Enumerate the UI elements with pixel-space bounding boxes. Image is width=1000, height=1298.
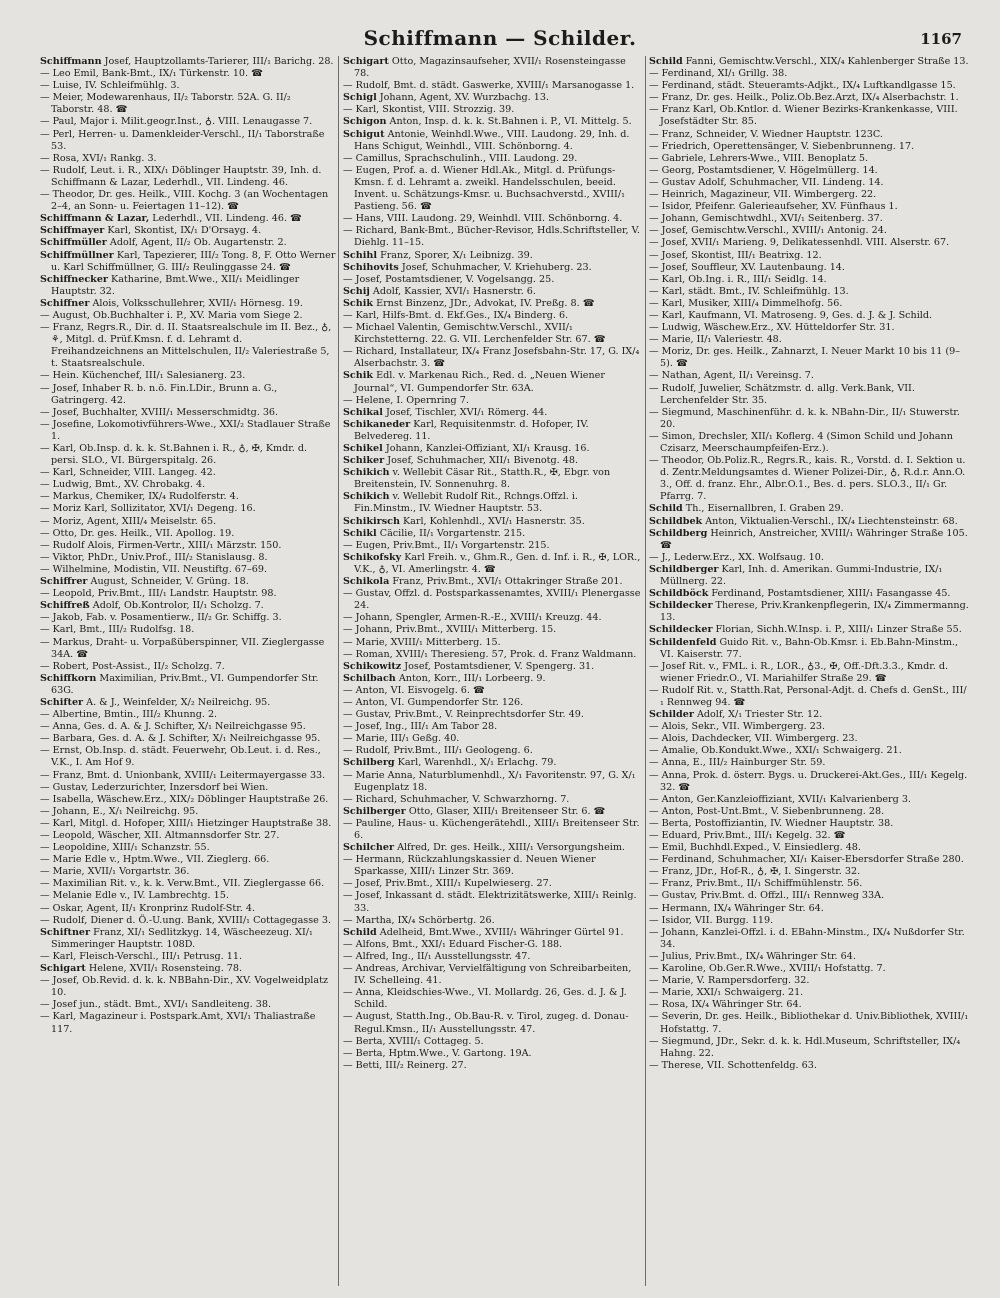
directory-entry: — Karl, Magazineur i. Postspark.Amt, XVI/₁ Thaliastraße 117. <box>40 1011 316 1035</box>
directory-entry: — August, Statth.Ing., Ob.Bau-R. v. Tirol, zugeg. d. Donau-Regul.Kmsn., II/₁ Ausstellungsstr. 47. <box>343 1011 629 1035</box>
entry-surname: Schihl <box>343 249 378 261</box>
directory-entry: — Marie, III/₁ Geßg. 40. <box>343 733 460 745</box>
entry-surname: Schild <box>649 56 683 67</box>
directory-entry: Schij Adolf, Kassier, XVI/₁ Hasnerstr. 6. <box>343 285 536 297</box>
directory-entry: — Karl, Ob.Insp. d. k. k. St.Bahnen i. R., ♁, ✠, Kmdr. d. persi. SLO., VI. Bürgerspitalg. 26. <box>40 443 308 467</box>
directory-entry: — Viktor, PhDr., Univ.Prof., III/₂ Stanislausg. 8. <box>40 551 268 563</box>
page-title: Schiffmann — Schilder. <box>363 26 637 50</box>
directory-entry: — Albertine, Bmtin., III/₂ Khunng. 2. <box>40 709 218 721</box>
directory-entry: — Josef, Ob.Revid. d. k. k. NBBahn-Dir., XV. Vogelweidplatz 10. <box>40 975 329 999</box>
entry-surname: Schikola <box>343 576 390 588</box>
directory-entry: — August, Ob.Buchhalter i. P., XV. Maria vom Siege 2. <box>40 309 303 321</box>
directory-entry: — Georg, Postamtsdiener, V. Högelmüllerg. 14. <box>649 164 878 176</box>
directory-entry: — Franz, Priv.Bmt., II/₁ Schiffmühlenstr. 56. <box>649 878 863 890</box>
directory-entry: — Johann, Kanzlei-Offzl. i. d. EBahn-Minstm., IX/₄ Nußdorfer Str. 34. <box>649 926 965 950</box>
directory-entry: Schikirsch Karl, Kohlenhdl., XVI/₁ Hasnerstr. 35. <box>343 515 585 527</box>
entry-surname: Schiffmüller <box>40 237 107 249</box>
directory-entry: — Berta, Hptm.Wwe., V. Gartong. 19A. <box>343 1047 532 1059</box>
directory-entry: — Wilhelmine, Modistin, VII. Neustiftg. 67–69. <box>40 563 268 575</box>
directory-entry: — Karl, Schneider, VIII. Langeg. 42. <box>40 467 216 479</box>
directory-entry: — Leopold, Priv.Bmt., III/₁ Landstr. Hauptstr. 98. <box>40 588 277 600</box>
entry-surname: Schiffmüllner <box>40 249 114 261</box>
directory-entry: Schifter A. & J., Weinfelder, X/₂ Neilreichg. 95. <box>40 696 271 708</box>
directory-entry: — Isidor, Pfeifenr. Galerieaufseher, XV. Fünfhaus 1. <box>649 201 898 213</box>
entry-surname: Schildböck <box>649 588 709 600</box>
entry-surname: Schiffreß <box>40 600 90 612</box>
entry-surname: Schik <box>343 370 374 382</box>
directory-entry: Schikich v. Wellebit Rudolf Rit., Rchngs.Offzl. i. Fin.Minstm., IV. Wiedner Hauptstr. 53. <box>343 491 578 515</box>
directory-entry: — Hermann, IX/₄ Währinger Str. 64. <box>649 902 824 914</box>
entry-surname: Schildberger <box>649 563 719 575</box>
directory-entry: Schilberg Karl, Warenhdl., X/₁ Erlachg. 79. <box>343 757 557 769</box>
directory-entry: — Josef, Priv.Bmt., XIII/₁ Kupelwieserg. 27. <box>343 878 552 890</box>
entry-surname: Schilder <box>649 709 694 721</box>
directory-entry: — Michael Valentin, Gemischtw.Verschl., XVII/₁ Kirchstetterng. 22. G. VII. Lerchenfelder Str. 67. ☎ <box>343 322 606 346</box>
directory-entry: — Marie, V. Rampersdorferg. 32. <box>649 975 810 987</box>
directory-entry: — Anna, Prok. d. österr. Bygs. u. Druckerei-Akt.Ges., III/₁ Kegelg. 32. ☎ <box>649 769 968 793</box>
directory-entry: — Otto, Dr. ges. Heilk., VII. Apollog. 19. <box>40 527 235 539</box>
directory-entry: — Josef, Postamtsdiener, V. Vogelsangg. 25. <box>343 273 555 285</box>
directory-entry: — Josef, Souffleur, XV. Lautenbaung. 14. <box>649 261 845 273</box>
directory-entry: — Josef, Skontist, III/₁ Beatrixg. 12. <box>649 249 822 261</box>
entry-surname: Schiffnecker <box>40 273 108 285</box>
directory-entry: — Eugen, Priv.Bmt., II/₁ Vorgartenstr. 215. <box>343 539 550 551</box>
column-right <box>649 56 969 1286</box>
entry-surname: Schigart <box>40 963 86 975</box>
directory-entry: — Marie, XXI/₁ Schwaigerg. 21. <box>649 987 804 999</box>
entry-surname: Schikirsch <box>343 515 400 527</box>
directory-entry: Schildenfeld Guido Rit. v., Bahn-Ob.Kmsr. i. Eb.Bahn-Minstm., VI. Kaiserstr. 77. <box>649 636 959 660</box>
directory-entry: — Johann, Gemischtwdhl., XVI/₁ Seitenberg. 37. <box>649 213 883 225</box>
directory-entry: — Severin, Dr. ges. Heilk., Bibliothekar d. Univ.Bibliothek, XVIII/₁ Hofstattg. 7. <box>649 1011 969 1035</box>
directory-entry: Schildbek Anton, Viktualien-Verschl., IX/₄ Liechtensteinstr. 68. <box>649 515 958 527</box>
entry-surname: Schiffrer <box>40 576 88 588</box>
page-number: 1167 <box>920 30 962 48</box>
directory-entry: Schild Th., Eisernallbren, I. Graben 29. <box>649 503 844 515</box>
directory-entry: Schigut Antonie, Weinhdl.Wwe., VIII. Laudong. 29, Inh. d. Hans Schigut, Weinhdl., VIII. Schönborng. 4. <box>343 128 630 152</box>
directory-entry: Schiffmann Josef, Hauptzollamts-Tarierer, III/₁ Barichg. 28. <box>40 56 334 67</box>
directory-entry: — Berta, Postoffiziantin, IV. Wiedner Hauptstr. 38. <box>649 817 894 829</box>
entry-surname: Schiffmann & Lazar, <box>40 213 150 225</box>
directory-entry: — Hans, VIII. Laudong. 29, Weinhdl. VIII. Schönborng. 4. <box>343 213 623 225</box>
column-middle <box>343 56 643 1286</box>
entry-surname: Schigart <box>343 56 389 67</box>
directory-entry: — Roman, XVIII/₁ Theresieng. 57, Prok. d. Franz Waldmann. <box>343 648 637 660</box>
directory-entry: — Leopoldine, XIII/₁ Schanzstr. 55. <box>40 842 210 854</box>
directory-entry: Schiffreß Adolf, Ob.Kontrolor, II/₁ Scholzg. 7. <box>40 600 264 612</box>
column-divider <box>338 56 339 1286</box>
directory-entry: — Anna, E., III/₂ Hainburger Str. 59. <box>649 757 826 769</box>
directory-entry: — Nathan, Agent, II/₁ Vereinsg. 7. <box>649 370 814 382</box>
directory-entry: — Isabella, Wäschew.Erz., XIX/₂ Döblinger Hauptstraße 26. <box>40 793 329 805</box>
directory-entry: — Helene, I. Opernring 7. <box>343 394 469 406</box>
directory-entry: — Alois, Sekr., VII. Wimbergerg. 23. <box>649 721 826 733</box>
directory-entry: — Alfons, Bmt., XXI/₁ Eduard Fischer-G. 188. <box>343 938 563 950</box>
directory-entry: — Rosa, XVI/₁ Rankg. 3. <box>40 152 157 164</box>
directory-entry: — Karl, Skontist, VIII. Strozzig. 39. <box>343 104 515 116</box>
column-divider <box>645 56 646 1286</box>
directory-entry: — Gustav, Lederzurichter, Inzersdorf bei Wien. <box>40 781 269 793</box>
entry-surname: Schildbek <box>649 515 703 527</box>
entry-surname: Schik <box>343 297 374 309</box>
directory-entry: Schikofsky Karl Freih. v., Ghm.R., Gen. d. Inf. i. R., ✠, LOR., V.K., ♁, VI. Amerlingstr. 4. ☎ <box>343 551 641 575</box>
entry-surname: Schild <box>343 926 377 938</box>
directory-entry: — Josef, Ing., III/₁ Am Tabor 28. <box>343 721 498 733</box>
directory-entry: — Leo Emil, Bank-Bmt., IX/₁ Türkenstr. 10. ☎ <box>40 68 264 80</box>
entry-surname: Schildberg <box>649 527 708 539</box>
directory-entry: — Gustav, Priv.Bmt., V. Reinprechtsdorfer Str. 49. <box>343 709 584 721</box>
entry-surname: Schilberger <box>343 805 406 817</box>
directory-entry: — Richard, Schuhmacher, V. Schwarzhorng. 7. <box>343 793 570 805</box>
directory-entry: — Emil, Buchhdl.Exped., V. Einsiedlerg. 48. <box>649 842 861 854</box>
directory-entry: — Karoline, Ob.Ger.R.Wwe., XVIII/₁ Hofstattg. 7. <box>649 963 886 975</box>
entry-surname: Schiffkorn <box>40 672 97 684</box>
directory-entry: — Franz, Bmt. d. Unionbank, XVIII/₁ Leitermayergasse 33. <box>40 769 326 781</box>
directory-entry: — Karl, Hilfs-Bmt. d. Ekf.Ges., IX/₄ Binderg. 6. <box>343 309 569 321</box>
entry-surname: Schigon <box>343 116 387 128</box>
entry-surname: Schikaneder <box>343 418 411 430</box>
directory-entry: — Josef Rit. v., FML. i. R., LOR., ♁3., ✠, Off.-Dft.3.3., Kmdr. d. wiener Friedr.O., VI. Mariahilfer Straße 29. ☎ <box>649 660 949 684</box>
directory-entry: — Franz, Regrs.R., Dir. d. II. Staatsrealschule im II. Bez., ♁, ⚘, Mitgl. d. Prüf.Kmsn. f. d. Lehramt d. Freihandzeichnens an Mittelschulen, II/₂ Valeriestraße 5, t. Staatsrealschule. <box>40 322 332 370</box>
directory-entry: Schigart Otto, Magazinsaufseher, XVII/₁ Rosensteingasse 78. <box>343 56 626 80</box>
directory-entry: — Eugen, Prof. a. d. Wiener Hdl.Ak., Mitgl. d. Prüfungs-Kmsn. f. d. Lehramt a. zweikl. Handelsschulen, beeid. Invent. u. Schätzungs-Kmsr. u. Buchsachverstd., XVIII/₁ Pastieng. 56. ☎ <box>343 164 625 213</box>
directory-entry: — Rudolf, Priv.Bmt., III/₁ Geologeng. 6. <box>343 745 533 757</box>
directory-entry: — Franz, Schneider, V. Wiedner Hauptstr. 123C. <box>649 128 883 140</box>
directory-entry: — Anton, Ger.Kanzleioffiziant, XVII/₁ Kalvarienberg 3. <box>649 793 911 805</box>
directory-entry: — Pauline, Haus- u. Küchengerätehdl., XIII/₁ Breitenseer Str. 6. <box>343 817 640 841</box>
directory-entry: — Heinrich, Magazineur, VII. Wimbergerg. 22. <box>649 189 877 201</box>
entry-surname: Schilbach <box>343 672 396 684</box>
directory-entry: — Leopold, Wäscher, XII. Altmannsdorfer Str. 27. <box>40 830 280 841</box>
directory-entry: — Meier, Modewarenhaus, II/₂ Taborstr. 52A. G. II/₂ Taborstr. 48. ☎ <box>40 92 291 116</box>
directory-entry: — Richard, Installateur, IX/₄ Franz Josefsbahn-Str. 17, G. IX/₄ Alserbachstr. 3. ☎ <box>343 346 640 370</box>
entry-surname: Schikel <box>343 443 383 454</box>
entry-surname: Schiker <box>343 455 385 467</box>
directory-entry: Schikel Johann, Kanzlei-Offiziant, XI/₁ Krausg. 16. <box>343 443 590 454</box>
directory-entry: Schiffnecker Katharine, Bmt.Wwe., XII/₁ Meidlinger Hauptstr. 32. <box>40 273 300 297</box>
directory-entry: — Markus, Chemiker, IX/₄ Rudolferstr. 4. <box>40 491 239 503</box>
directory-entry: — Andreas, Archivar, Vervielfältigung von Schreibarbeiten, IV. Schelleing. 41. <box>343 963 632 987</box>
directory-entry: — Anton, Post-Unt.Bmt., V. Siebenbrunneng. 28. <box>649 805 885 817</box>
directory-entry: Schild Fanni, Gemischtw.Verschl., XIX/₄ Kahlenberger Straße 13. <box>649 56 969 67</box>
directory-entry: — Rudolf, Diener d. Ö.-U.ung. Bank, XVIII/₁ Cottagegasse 3. <box>40 914 332 926</box>
directory-entry: Schigl Johann, Agent, XV. Wurzbachg. 13. <box>343 92 550 104</box>
entry-surname: Schifter <box>40 696 84 708</box>
directory-entry: — Berta, XVIII/₁ Cottageg. 5. <box>343 1035 484 1047</box>
directory-entry: Schildberger Karl, Inh. d. Amerikan. Gummi-Industrie, IX/₁ Müllnerg. 22. <box>649 563 943 588</box>
directory-entry: — Rudolf, Leut. i. R., XIX/₁ Döblinger Hauptstr. 39, Inh. d. Schiffmann & Lazar, Lederhdl., VII. Lindeng. 46. <box>40 164 322 188</box>
directory-entry: — Hermann, Rückzahlungskassier d. Neuen Wiener Sparkasse, XIII/₁ Linzer Str. 369. <box>343 854 596 878</box>
directory-entry: Schiffmüllner Karl, Tapezierer, III/₂ Tong. 8, F. Otto Werner u. Karl Schiffmüllner, G. III/₂ Reulinggasse 24. ☎ <box>40 249 336 273</box>
directory-entry: — Marie, II/₁ Valeriestr. 48. <box>649 334 782 346</box>
entry-surname: Schilcher <box>343 842 395 854</box>
directory-entry: — Rudolf, Juwelier, Schätzmstr. d. allg. Verk.Bank, VII. Lerchenfelder Str. 35. <box>649 382 915 406</box>
directory-entry: — Anton, VI. Eisvogelg. 6. ☎ <box>343 684 485 696</box>
directory-entry: — Barbara, Ges. d. A. & J. Schifter, X/₁ Neilreichgasse 95. <box>40 733 321 745</box>
directory-entry: — J., Lederw.Erz., XX. Wolfsaug. 10. <box>649 551 824 563</box>
directory-entry: Schiftner Franz, XI/₁ Sedlitzkyg. 14, Wäscheezeug. XI/₁ Simmeringer Hauptstr. 108D. <box>40 926 313 950</box>
entry-surname: Schilberg <box>343 757 395 769</box>
directory-entry: Schigart Helene, XVII/₁ Rosensteing. 78. <box>40 963 243 975</box>
entry-surname: Schigut <box>343 128 385 140</box>
directory-entry: — Oskar, Agent, II/₁ Kronprinz Rudolf-Str. 4. <box>40 902 256 914</box>
directory-entry: Schik Edl. v. Markenau Rich., Red. d. „Neuen Wiener Journal“, VI. Gumpendorfer Str. 63A. <box>343 370 605 394</box>
directory-entry: — Richard, Bank-Bmt., Bücher-Revisor, Hdls.Schriftsteller, V. Diehlg. 11–15. <box>343 225 640 249</box>
directory-entry: — Josef, Gemischtw.Verschl., XVIII/₁ Antonig. 24. <box>649 225 887 237</box>
directory-entry: Schikowitz Josef, Postamtsdiener, V. Spengerg. 31. <box>343 660 595 672</box>
directory-entry: Schigon Anton, Insp. d. k. k. St.Bahnen i. P., VI. Mittelg. 5. <box>343 116 632 128</box>
directory-entry: Schildböck Ferdinand, Postamtsdiener, XIII/₁ Fasangasse 45. <box>649 588 951 600</box>
directory-entry: Schikola Franz, Priv.Bmt., XVI/₁ Ottakringer Straße 201. <box>343 576 623 588</box>
directory-entry: — Rudolf, Bmt. d. städt. Gaswerke, XVIII/₁ Marsanogasse 1. <box>343 80 635 92</box>
directory-entry: Schiffmann & Lazar, Lederhdl., VII. Lindeng. 46. ☎ <box>40 213 303 225</box>
directory-entry: — Therese, VII. Schottenfeldg. 63. <box>649 1059 817 1071</box>
directory-entry: Schilbach Anton, Korr., III/₁ Lorbeerg. 9. <box>343 672 546 684</box>
directory-entry: — Camillus, Sprachschulinh., VIII. Laudong. 29. <box>343 152 578 164</box>
directory-entry: — Markus, Draht- u. Vorpaßüberspinner, VII. Zieglergasse 34A. ☎ <box>40 636 325 660</box>
entry-surname: Schikofsky <box>343 551 402 563</box>
directory-entry: — Johann, E., X/₁ Neilreichg. 95. <box>40 805 199 817</box>
directory-entry: Schilcher Alfred, Dr. ges. Heilk., XIII/₁ Versorgungsheim. <box>343 842 625 854</box>
directory-entry: — Siegmund, JDr., Sekr. d. k. k. Hdl.Museum, Schriftsteller, IX/₄ Hahng. 22. <box>649 1035 961 1059</box>
entry-surname: Schiffmayer <box>40 225 105 237</box>
directory-entry: — Karl, städt. Bmt., IV. Schleifmühlg. 13. <box>649 285 849 297</box>
directory-entry: Schiffkorn Maximilian, Priv.Bmt., VI. Gumpendorfer Str. 63G. <box>40 672 319 696</box>
directory-entry: — Josef, Inkassant d. städt. Elektrizitätswerke, XIII/₁ Reinlg. 33. <box>343 890 637 914</box>
entry-surname: Schikowitz <box>343 660 402 672</box>
directory-entry: Schiffner Alois, Volksschullehrer, XVII/₁ Hörnesg. 19. <box>40 297 303 309</box>
directory-entry: — Anton, VI. Gumpendorfer Str. 126. <box>343 696 524 708</box>
entry-surname: Schij <box>343 285 370 297</box>
directory-entry: — Gabriele, Lehrers-Wwe., VIII. Benoplatz 5. <box>649 152 869 164</box>
directory-entry: — Martha, IX/₄ Schörbertg. 26. <box>343 914 495 926</box>
directory-entry: — Perl, Herren- u. Damenkleider-Verschl., II/₁ Taborstraße 53. <box>40 128 325 152</box>
directory-entry: — Karl, Musiker, XIII/₄ Dimmelhofg. 56. <box>649 297 843 309</box>
directory-entry: — Karl, Fleisch-Verschl., III/₁ Petrusg. 11. <box>40 950 243 962</box>
directory-entry: — Eduard, Priv.Bmt., III/₁ Kegelg. 32. ☎ <box>649 830 846 841</box>
directory-entry: — Friedrich, Operettensänger, V. Siebenbrunneng. 17. <box>649 140 915 152</box>
directory-entry: — Ludwig, Wäschew.Erz., XV. Hütteldorfer Str. 31. <box>649 322 895 334</box>
entry-surname: Schiffner <box>40 297 90 309</box>
directory-entry: — Gustav, Priv.Bmt. d. Offzl., III/₁ Rennweg 33A. <box>649 890 885 902</box>
directory-entry: — Luise, IV. Schleifmühlg. 3. <box>40 80 180 92</box>
directory-entry: — Josef, XVII/₁ Marieng. 9, Delikatessenhdl. VIII. Alserstr. 67. <box>649 237 950 249</box>
directory-entry: — Josef, Buchhalter, XVIII/₁ Messerschmidtg. 36. <box>40 406 279 418</box>
directory-entry: — Karl, Kaufmann, VI. Matroseng. 9, Ges. d. J. & J. Schild. <box>649 309 933 321</box>
directory-entry: — Franz, JDr., Hof-R., ♁, ✠, I. Singerstr. 32. <box>649 866 861 878</box>
directory-entry: — Franz Karl, Ob.Kntlor. d. Wiener Bezirks-Krankenkasse, VIII. Josefstädter Str. 85. <box>649 104 958 128</box>
directory-entry: Schilder Adolf, X/₁ Triester Str. 12. <box>649 709 823 721</box>
entry-surname: Schildenfeld <box>649 636 717 648</box>
directory-entry: — Siegmund, Maschinenführ. d. k. k. NBahn-Dir., II/₁ Stuwerstr. 20. <box>649 406 960 430</box>
directory-entry: — Simon, Drechsler, XII/₁ Koflerg. 4 (Simon Schild und Johann Czisarz, Meerschaumpfeifen-Erz.). <box>649 430 953 454</box>
entry-surname: Schihovits <box>343 261 399 273</box>
directory-entry: — Jakob, Fab. v. Posamentierw., II/₂ Gr. Schiffg. 3. <box>40 612 282 624</box>
directory-entry: — Marie Edle v., Hptm.Wwe., VII. Zieglerg. 66. <box>40 854 270 866</box>
directory-entry: Schik Ernst Binzenz, JDr., Advokat, IV. Preßg. 8. ☎ <box>343 297 595 309</box>
directory-entry: Schiffrer August, Schneider, V. Grüng. 18. <box>40 576 249 588</box>
directory-entry: — Moriz Karl, Sollizitator, XVI/₁ Degeng. 16. <box>40 503 256 515</box>
directory-entry: — Josefine, Lokomotivführers-Wwe., XXI/₂ Stadlauer Straße 1. <box>40 418 331 442</box>
directory-entry: — Ferdinand, Schuhmacher, XI/₁ Kaiser-Ebersdorfer Straße 280. <box>649 854 964 866</box>
directory-entry: Schikaneder Karl, Requisitenmstr. d. Hofoper, IV. Belvedereg. 11. <box>343 418 589 442</box>
directory-entry: Schild Adelheid, Bmt.Wwe., XVIII/₁ Währinger Gürtel 91. <box>343 926 624 938</box>
directory-entry: Schildecker Therese, Priv.Krankenpflegerin, IX/₄ Zimmermanng. 13. <box>649 600 969 624</box>
entry-surname: Schildecker <box>649 600 713 612</box>
directory-entry: — Theodor, Ob.Poliz.R., Regrs.R., kais. R., Vorstd. d. I. Sektion u. d. Zentr.Meldungsamtes d. Wiener Polizei-Dir., ♁, R.d.r. Ann.O. 3., Off. d. franz. Ehr., Albr.O.1., Bes. d. pers. SLO.3., II/₁ Gr. Pfarrg. 7. <box>649 455 966 503</box>
directory-entry: — Alois, Dachdecker, VII. Wimbergerg. 23. <box>649 733 858 745</box>
directory-entry: Schiker Josef, Schuhmacher, XII/₁ Bivenotg. 48. <box>343 455 579 467</box>
directory-entry: — Robert, Post-Assist., II/₂ Scholzg. 7. <box>40 660 225 672</box>
directory-entry: Schildberg Heinrich, Anstreicher, XVIII/₁ Währinger Straße 105. ☎ <box>649 527 968 551</box>
directory-entry: — Josef, Inhaber R. b. n.ö. Fin.LDir., Brunn a. G., Gatringerg. 42. <box>40 382 278 406</box>
directory-entry: — Anna, Ges. d. A. & J. Schifter, X/₁ Neilreichgasse 95. <box>40 721 306 733</box>
directory-entry: Schiffmayer Karl, Skontist, IX/₁ D'Orsayg. 4. <box>40 225 262 237</box>
directory-entry: — Moriz, Dr. ges. Heilk., Zahnarzt, I. Neuer Markt 10 bis 11 (9–5). ☎ <box>649 346 961 370</box>
directory-entry: — Julius, Priv.Bmt., IX/₄ Währinger Str. 64. <box>649 950 856 962</box>
directory-entry: — Moriz, Agent, XIII/₄ Meiselstr. 65. <box>40 515 217 527</box>
entry-surname: Schikich <box>343 467 390 479</box>
directory-entry: Schihovits Josef, Schuhmacher, V. Kriehuberg. 23. <box>343 261 592 273</box>
entry-surname: Schigl <box>343 92 377 104</box>
entry-surname: Schiftner <box>40 926 91 938</box>
directory-entry: — Franz, Dr. ges. Heilk., Poliz.Ob.Bez.Arzt, IX/₄ Alserbachstr. 1. <box>649 92 959 104</box>
directory-entry: — Johann, Priv.Bmt., XVIII/₁ Mitterberg. 15. <box>343 624 557 636</box>
directory-entry: — Marie, XVIII/₁ Mitterberg. 15. <box>343 636 501 648</box>
directory-entry: Schildecker Florian, Sichh.W.Insp. i. P., XIII/₁ Linzer Straße 55. <box>649 624 962 636</box>
entry-surname: Schikal <box>343 406 383 418</box>
directory-entry: — Karl, Ob.Ing. i. R., III/₁ Seidlg. 14. <box>649 273 827 285</box>
directory-entry: — Rosa, IX/₄ Währinger Str. 64. <box>649 999 802 1011</box>
directory-entry: — Gustav, Offzl. d. Postsparkassenamtes, XVIII/₁ Plenergasse 24. <box>343 588 641 612</box>
directory-entry: — Rudolf Rit. v., Statth.Rat, Personal-Adjt. d. Chefs d. GenSt., III/₁ Rennweg 94. ☎ <box>649 684 967 708</box>
directory-entry: — Ferdinand, XI/₁ Grillg. 38. <box>649 68 788 80</box>
directory-entry: — Ferdinand, städt. Steueramts-Adjkt., IX/₄ Luftkandlgasse 15. <box>649 80 956 92</box>
directory-entry: — Theodor, Dr. ges. Heilk., VIII. Kochg. 3 (an Wochentagen 2–4, an Sonn- u. Feiertagen 11–12). ☎ <box>40 189 329 213</box>
directory-entry: — Isidor, VII. Burgg. 119. <box>649 914 774 926</box>
entry-surname: Schikl <box>343 527 377 539</box>
directory-entry: — Rudolf Alois, Firmen-Vertr., XIII/₁ Märzstr. 150. <box>40 539 282 551</box>
directory-entry: — Anna, Kleidschies-Wwe., VI. Mollardg. 26, Ges. d. J. & J. Schild. <box>343 987 627 1011</box>
directory-entry: — Betti, III/₂ Reinerg. 27. <box>343 1059 467 1071</box>
directory-entry: — Josef jun., städt. Bmt., XVI/₁ Sandleiteng. 38. <box>40 999 272 1011</box>
entry-surname: Schild <box>649 503 683 515</box>
entry-surname: Schiffmann <box>40 56 102 67</box>
directory-entry: — Paul, Major i. Milit.geogr.Inst., ♁. VIII. Lenaugasse 7. <box>40 116 313 128</box>
directory-entry: — Johann, Spengler, Armen-R.-E., XVIII/₁ Kreuzg. 44. <box>343 612 602 624</box>
directory-entry: — Marie Anna, Naturblumenhdl., X/₁ Favoritenstr. 97, G. X/₁ Eugenplatz 18. <box>343 769 636 793</box>
directory-entry: — Maximilian Rit. v., k. k. Verw.Bmt., VII. Zieglergasse 66. <box>40 878 325 890</box>
directory-entry: — Gustav Adolf, Schuhmacher, VII. Lindeng. 14. <box>649 176 884 188</box>
directory-entry: Schikich v. Wellebit Cäsar Rit., Statth.R., ✠, Ebgr. von Breitenstein, IV. Sonnenuhrg. 8. <box>343 467 611 491</box>
directory-entry: — Karl, Mitgl. d. Hofoper, XIII/₁ Hietzinger Hauptstraße 38. <box>40 817 332 829</box>
directory-entry: — Amalie, Ob.Kondukt.Wwe., XXI/₁ Schwaigerg. 21. <box>649 745 902 757</box>
directory-entry: Schiffmüller Adolf, Agent, II/₂ Ob. Augartenstr. 2. <box>40 237 287 249</box>
entry-surname: Schikich <box>343 491 390 503</box>
directory-entry: — Hein. Küchenchef, III/₁ Salesianerg. 23. <box>40 370 246 382</box>
entry-surname: Schildecker <box>649 624 713 636</box>
directory-entry: Schilberger Otto, Glaser, XIII/₁ Breitenseer Str. 6. ☎ <box>343 805 606 817</box>
page-header <box>0 26 1000 52</box>
directory-entry: — Alfred, Ing., II/₁ Ausstellungsstr. 47. <box>343 950 531 962</box>
directory-entry: — Melanie Edle v., IV. Lambrechtg. 15. <box>40 890 229 902</box>
directory-entry: — Ludwig, Bmt., XV. Chrobakg. 4. <box>40 479 206 491</box>
directory-entry: — Marie, XVII/₁ Vorgartstr. 36. <box>40 866 190 878</box>
directory-entry: — Ernst, Ob.Insp. d. städt. Feuerwehr, Ob.Leut. i. d. Res., V.K., I. Am Hof 9. <box>40 745 321 769</box>
directory-entry: Schihl Franz, Sporer, X/₁ Leibnizg. 39. <box>343 249 533 261</box>
directory-entry: Schikal Josef, Tischler, XVI/₁ Römerg. 44. <box>343 406 548 418</box>
column-left <box>40 56 336 1286</box>
directory-entry: Schikl Cäcilie, II/₁ Vorgartenstr. 215. <box>343 527 526 539</box>
directory-entry: — Karl, Bmt., III/₂ Rudolfsg. 18. <box>40 624 195 636</box>
